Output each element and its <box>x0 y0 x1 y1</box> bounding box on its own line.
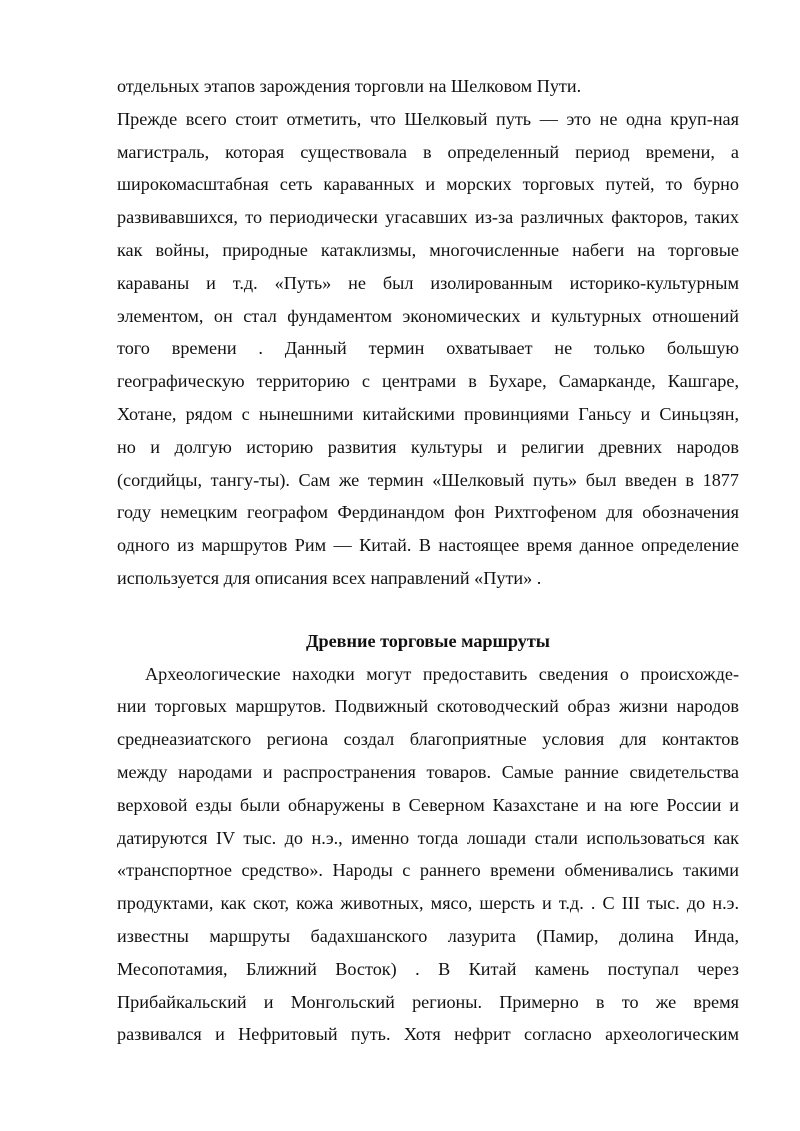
text-line: географическую территорию с центрами в Бухаре, Самарканде, Кашгаре, <box>117 371 739 392</box>
text-line: отдельных этапов зарождения торговли на Шелковом Пути. <box>117 76 582 96</box>
text-line: но и долгую историю развития культуры и религии древних народов <box>117 436 739 457</box>
text-line: развивавшихся, то периодически угасавших из-за различных факторов, таких <box>117 207 739 228</box>
text-line: между народами и распространения товаров. Самые ранние свидетельства <box>117 761 739 782</box>
text-line: продуктами, как скот, кожа животных, мясо, шерсть и т.д. . С III тыс. до н.э. <box>117 893 739 914</box>
paragraph-ancient-routes <box>117 658 739 1052</box>
text-line: караваны и т.д. «Путь» не был изолированным историко-культурным <box>117 272 739 293</box>
text-line: (согдийцы, тангу-ты). Сам же термин «Шелковый путь» был введен в 1877 <box>117 469 739 490</box>
text-line: как войны, природные катаклизмы, многочисленные набеги на торговые <box>117 239 739 260</box>
text-line: Месопотамия, Ближний Восток) . В Китай камень поступал через <box>117 958 739 979</box>
text-line: развивался и Нефритовый путь. Хотя нефрит согласно археологическим <box>117 1024 739 1045</box>
text-line: используется для описания всех направлений «Пути» . <box>117 567 542 588</box>
text-line: Прежде всего стоит отметить, что Шелковый путь — это не одна круп-ная <box>117 108 739 129</box>
section-heading: Древние торговые маршруты <box>305 630 551 651</box>
text-line: Прибайкальский и Монгольский регионы. Примерно в то же время <box>117 991 739 1012</box>
text-line: нии торговых маршрутов. Подвижный скотоводческий образ жизни народов <box>117 696 739 717</box>
text-line: одного из маршрутов Рим — Китай. В настоящее время данное определение <box>117 535 739 556</box>
paragraph-silk-road-definition <box>117 103 739 595</box>
text-line: известны маршруты бадахшанского лазурита (Памир, долина Инда, <box>117 925 739 946</box>
text-line: среднеазиатского региона создал благоприятные условия для контактов <box>117 729 739 750</box>
text-line: «транспортное средство». Народы с раннего времени обменивались такими <box>117 860 739 881</box>
document-page <box>117 70 739 1051</box>
text-line: магистраль, которая существовала в определенный период времени, а <box>117 141 739 162</box>
text-line: датируются IV тыс. до н.э., именно тогда лошади стали использоваться как <box>117 827 739 848</box>
text-line: году немецким географом Фердинандом фон Рихтгофеном для обозначения <box>117 502 739 523</box>
text-line: широкомасштабная сеть караванных и морских торговых путей, то бурно <box>117 174 739 195</box>
text-line: верховой езды были обнаружены в Северном Казахстане и на юге России и <box>117 794 739 815</box>
paragraph-continuation <box>117 70 739 103</box>
text-line: элементом, он стал фундаментом экономических и культурных отношений <box>117 305 739 326</box>
text-line: Хотане, рядом с нынешними китайскими провинциями Ганьсу и Синьцзян, <box>117 403 739 424</box>
text-line: Археологические находки могут предоставить сведения о происхожде- <box>145 663 739 684</box>
text-line: того времени . Данный термин охватывает не только большую <box>117 338 739 359</box>
